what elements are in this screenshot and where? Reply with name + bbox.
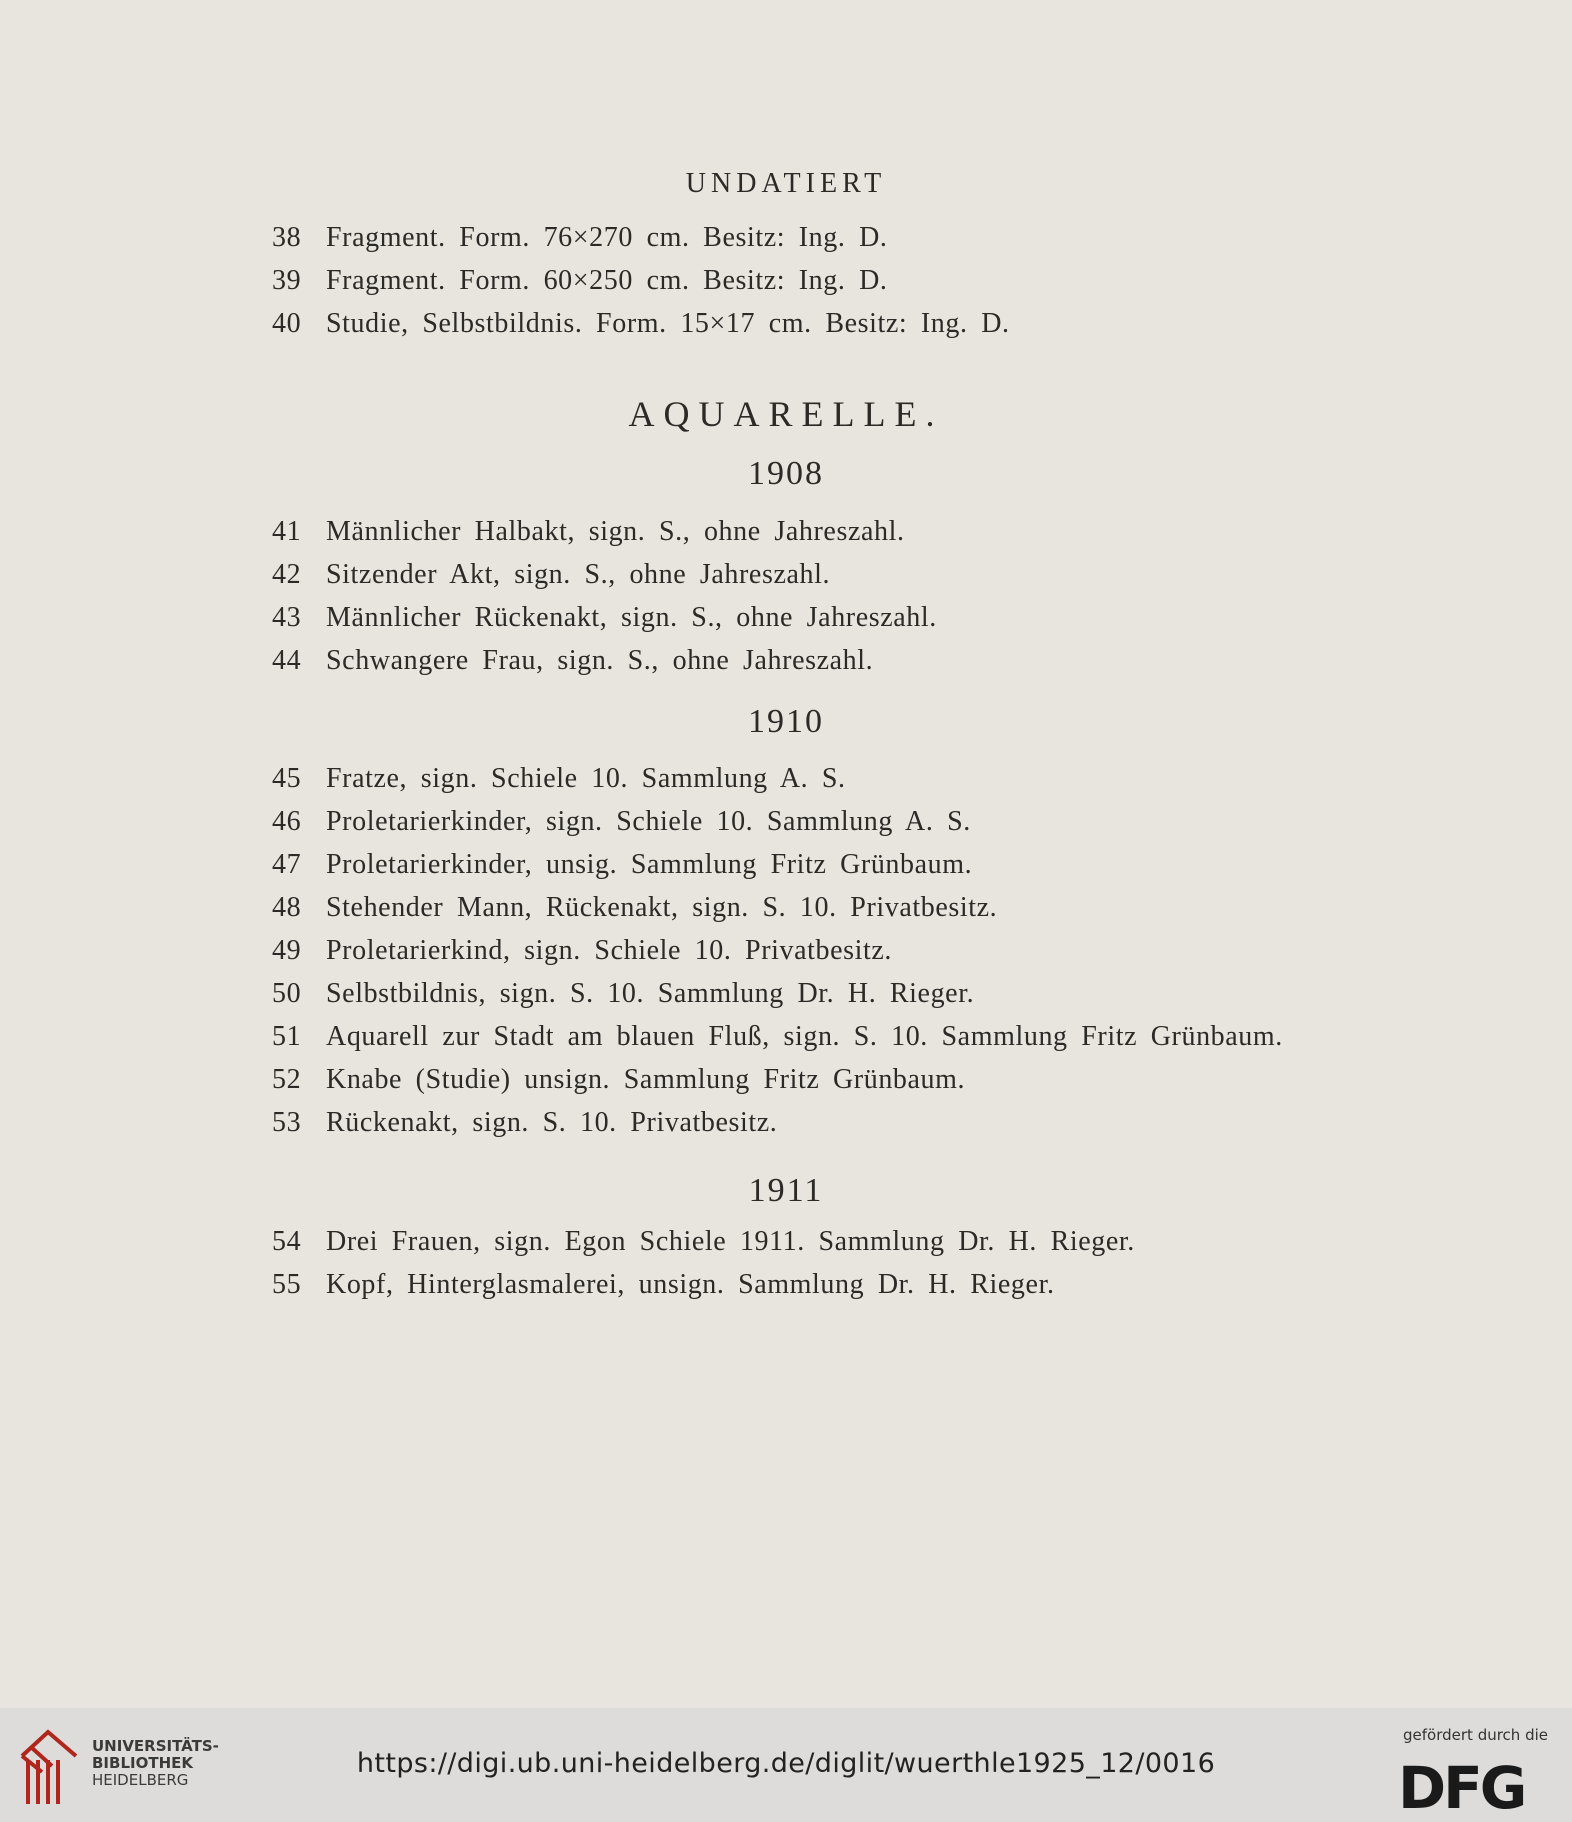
entry-text: Rückenakt, sign. S. 10. Privatbesitz. xyxy=(326,1107,778,1138)
year-heading: 1911 xyxy=(748,1172,824,1209)
entry-number: 45 xyxy=(272,763,302,794)
catalog-entry xyxy=(272,849,972,881)
entry-text: Aquarell zur Stadt am blauen Fluß, sign. S. 10. Sammlung Fritz Grünbaum. xyxy=(326,1021,1283,1052)
catalog-entry xyxy=(272,516,905,548)
document-url-link[interactable]: https://digi.ub.uni-heidelberg.de/diglit/wuerthle1925_12/0016 xyxy=(356,1748,1216,1779)
entry-text: Kopf, Hinterglasmalerei, unsign. Sammlung Dr. H. Rieger. xyxy=(326,1269,1055,1300)
catalog-entry xyxy=(272,806,971,838)
dfg-logo-text: DFG xyxy=(1398,1758,1525,1814)
entry-number: 41 xyxy=(272,516,302,547)
entry-text: Schwangere Frau, sign. S., ohne Jahreszahl. xyxy=(326,645,874,676)
section-heading-undatiert: UNDATIERT xyxy=(685,168,887,199)
catalog-entry xyxy=(272,308,1010,340)
entry-text: Männlicher Halbakt, sign. S., ohne Jahreszahl. xyxy=(326,516,905,547)
catalog-entry xyxy=(272,892,997,924)
entry-number: 48 xyxy=(272,892,302,923)
library-name-line2: BIBLIOTHEK xyxy=(92,1754,193,1772)
entry-number: 54 xyxy=(272,1226,302,1257)
catalog-entry xyxy=(272,1064,965,1096)
catalog-entry xyxy=(272,645,873,677)
entry-number: 47 xyxy=(272,849,302,880)
entry-text: Stehender Mann, Rückenakt, sign. S. 10. Privatbesitz. xyxy=(326,892,998,923)
catalog-entry xyxy=(272,1269,1055,1301)
entry-number: 51 xyxy=(272,1021,302,1052)
catalog-entry xyxy=(272,935,892,967)
catalog-entry xyxy=(272,559,830,591)
dfg-funding-label: gefördert durch die xyxy=(1403,1726,1548,1744)
entry-text: Fratze, sign. Schiele 10. Sammlung A. S. xyxy=(326,763,846,794)
catalog-entry xyxy=(272,763,846,795)
catalog-entry xyxy=(272,1021,1283,1053)
library-name-line1: UNIVERSITÄTS- xyxy=(92,1737,219,1755)
viewer-footer xyxy=(0,1708,1572,1822)
entry-number: 44 xyxy=(272,645,302,676)
dfg-logo-icon[interactable] xyxy=(1398,1758,1550,1814)
entry-text: Selbstbildnis, sign. S. 10. Sammlung Dr. H. Rieger. xyxy=(326,978,975,1009)
entry-number: 50 xyxy=(272,978,302,1009)
entry-number: 39 xyxy=(272,265,302,296)
catalog-entry xyxy=(272,602,937,634)
entry-text: Proletarierkinder, sign. Schiele 10. Sammlung A. S. xyxy=(326,806,971,837)
entry-number: 53 xyxy=(272,1107,302,1138)
entry-text: Fragment. Form. 60×250 cm. Besitz: Ing. D. xyxy=(326,265,888,296)
catalog-entry xyxy=(272,222,888,254)
section-heading-aquarelle: AQUARELLE. xyxy=(628,394,944,434)
entry-text: Drei Frauen, sign. Egon Schiele 1911. Sammlung Dr. H. Rieger. xyxy=(326,1226,1135,1257)
entry-number: 43 xyxy=(272,602,302,633)
entry-text: Proletarierkind, sign. Schiele 10. Privatbesitz. xyxy=(326,935,893,966)
year-heading: 1910 xyxy=(748,703,824,740)
entry-number: 40 xyxy=(272,308,302,339)
catalog-entry xyxy=(272,265,888,297)
entry-text: Knabe (Studie) unsign. Sammlung Fritz Grünbaum. xyxy=(326,1064,966,1095)
entry-text: Studie, Selbstbildnis. Form. 15×17 cm. Besitz: Ing. D. xyxy=(326,308,1010,339)
catalog-entry xyxy=(272,1226,1135,1258)
catalog-entry xyxy=(272,978,974,1010)
library-name-line3: HEIDELBERG xyxy=(92,1771,189,1789)
year-heading: 1908 xyxy=(748,455,824,492)
entry-number: 55 xyxy=(272,1269,302,1300)
entry-text: Fragment. Form. 76×270 cm. Besitz: Ing. D. xyxy=(326,222,888,253)
entry-text: Männlicher Rückenakt, sign. S., ohne Jahreszahl. xyxy=(326,602,937,633)
entry-text: Sitzender Akt, sign. S., ohne Jahreszahl. xyxy=(326,559,831,590)
entry-number: 49 xyxy=(272,935,302,966)
entry-text: Proletarierkinder, unsig. Sammlung Fritz Grünbaum. xyxy=(326,849,973,880)
catalog-entry xyxy=(272,1107,777,1139)
entry-number: 46 xyxy=(272,806,302,837)
entry-number: 52 xyxy=(272,1064,302,1095)
entry-number: 42 xyxy=(272,559,302,590)
entry-number: 38 xyxy=(272,222,302,253)
